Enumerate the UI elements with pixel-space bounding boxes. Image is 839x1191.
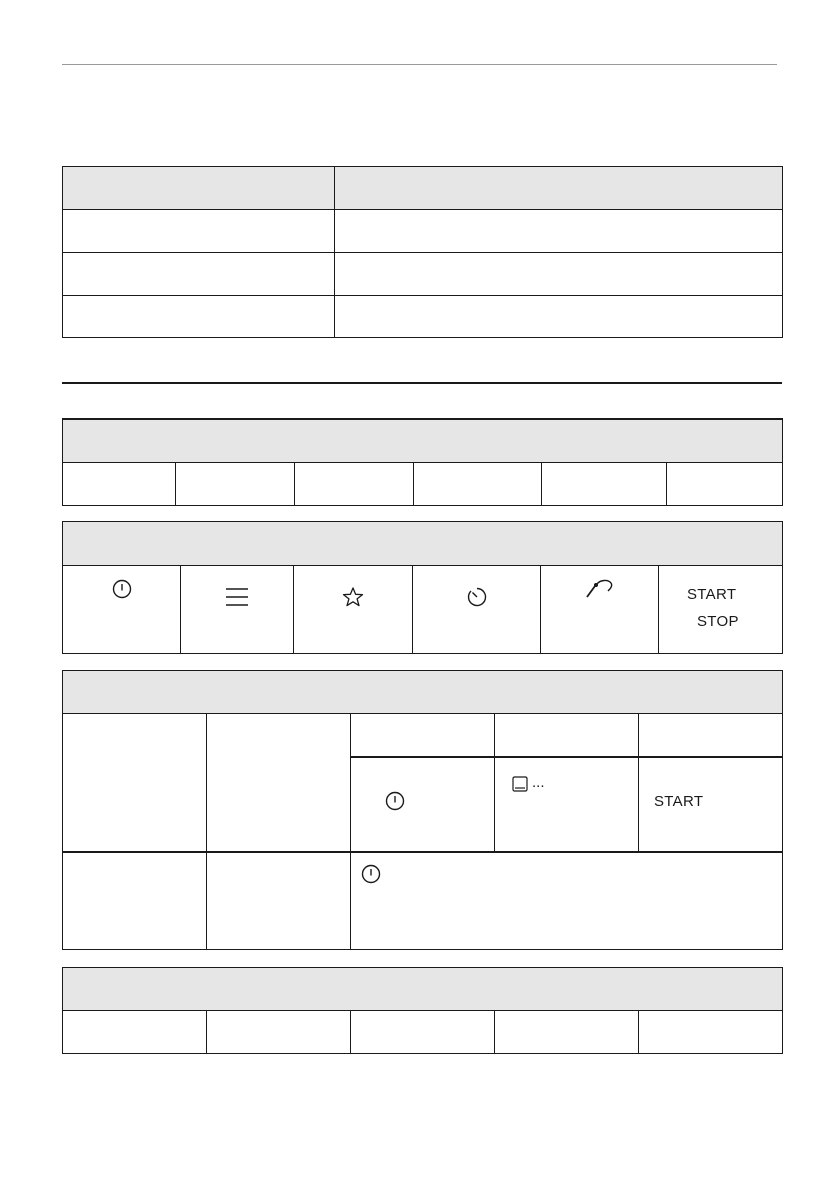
table-cell	[639, 1011, 783, 1054]
food-probe-icon	[584, 578, 616, 600]
control-panel-table	[62, 521, 783, 654]
step-power-cell	[351, 757, 495, 852]
power-cell	[63, 566, 181, 654]
table-cell	[63, 714, 207, 852]
stop-label: STOP	[697, 613, 739, 630]
table-cell	[63, 210, 335, 253]
favourite-cell	[294, 566, 413, 654]
step-power-off-cell	[351, 852, 783, 950]
power-icon	[111, 578, 133, 600]
table-header-cell	[63, 968, 783, 1011]
start-stop-cell	[659, 566, 783, 654]
table-cell	[351, 1011, 495, 1054]
more-options-text: ...	[532, 773, 545, 791]
table-header-cell	[335, 167, 783, 210]
table-cell	[542, 462, 667, 505]
start-label: START	[687, 586, 737, 603]
header-rule	[62, 64, 777, 65]
table-header-cell	[63, 419, 783, 462]
table-cell	[207, 852, 351, 950]
menu-cell	[181, 566, 294, 654]
step-function-cell	[495, 757, 639, 852]
timer-cell	[413, 566, 541, 654]
table-cell	[335, 210, 783, 253]
table-cell	[495, 1011, 639, 1054]
settings-table	[62, 418, 783, 506]
power-icon	[384, 790, 406, 812]
probe-cell	[541, 566, 659, 654]
table-cell	[176, 462, 295, 505]
table-cell	[335, 253, 783, 296]
procedure-table	[62, 670, 783, 950]
table-cell	[63, 253, 335, 296]
info-table	[62, 166, 783, 338]
table-header-cell	[63, 167, 335, 210]
table-cell	[207, 714, 351, 852]
table-header-cell	[63, 671, 783, 714]
table-cell	[495, 714, 639, 757]
step-start-cell	[639, 757, 783, 852]
table-cell	[351, 714, 495, 757]
table-cell	[63, 462, 176, 505]
table-cell	[63, 1011, 207, 1054]
table-header-cell	[63, 522, 783, 566]
oven-icon	[512, 776, 528, 792]
table-cell	[667, 462, 783, 505]
timer-icon	[466, 586, 488, 608]
table-cell	[63, 852, 207, 950]
start-label: START	[654, 792, 704, 810]
table-cell	[207, 1011, 351, 1054]
summary-table	[62, 967, 783, 1054]
menu-icon	[225, 586, 249, 608]
star-icon	[342, 586, 364, 608]
table-cell	[414, 462, 542, 505]
section-rule	[62, 382, 782, 384]
table-cell	[335, 296, 783, 338]
table-cell	[63, 296, 335, 338]
power-icon	[360, 863, 382, 885]
table-cell	[295, 462, 414, 505]
table-cell	[639, 714, 783, 757]
